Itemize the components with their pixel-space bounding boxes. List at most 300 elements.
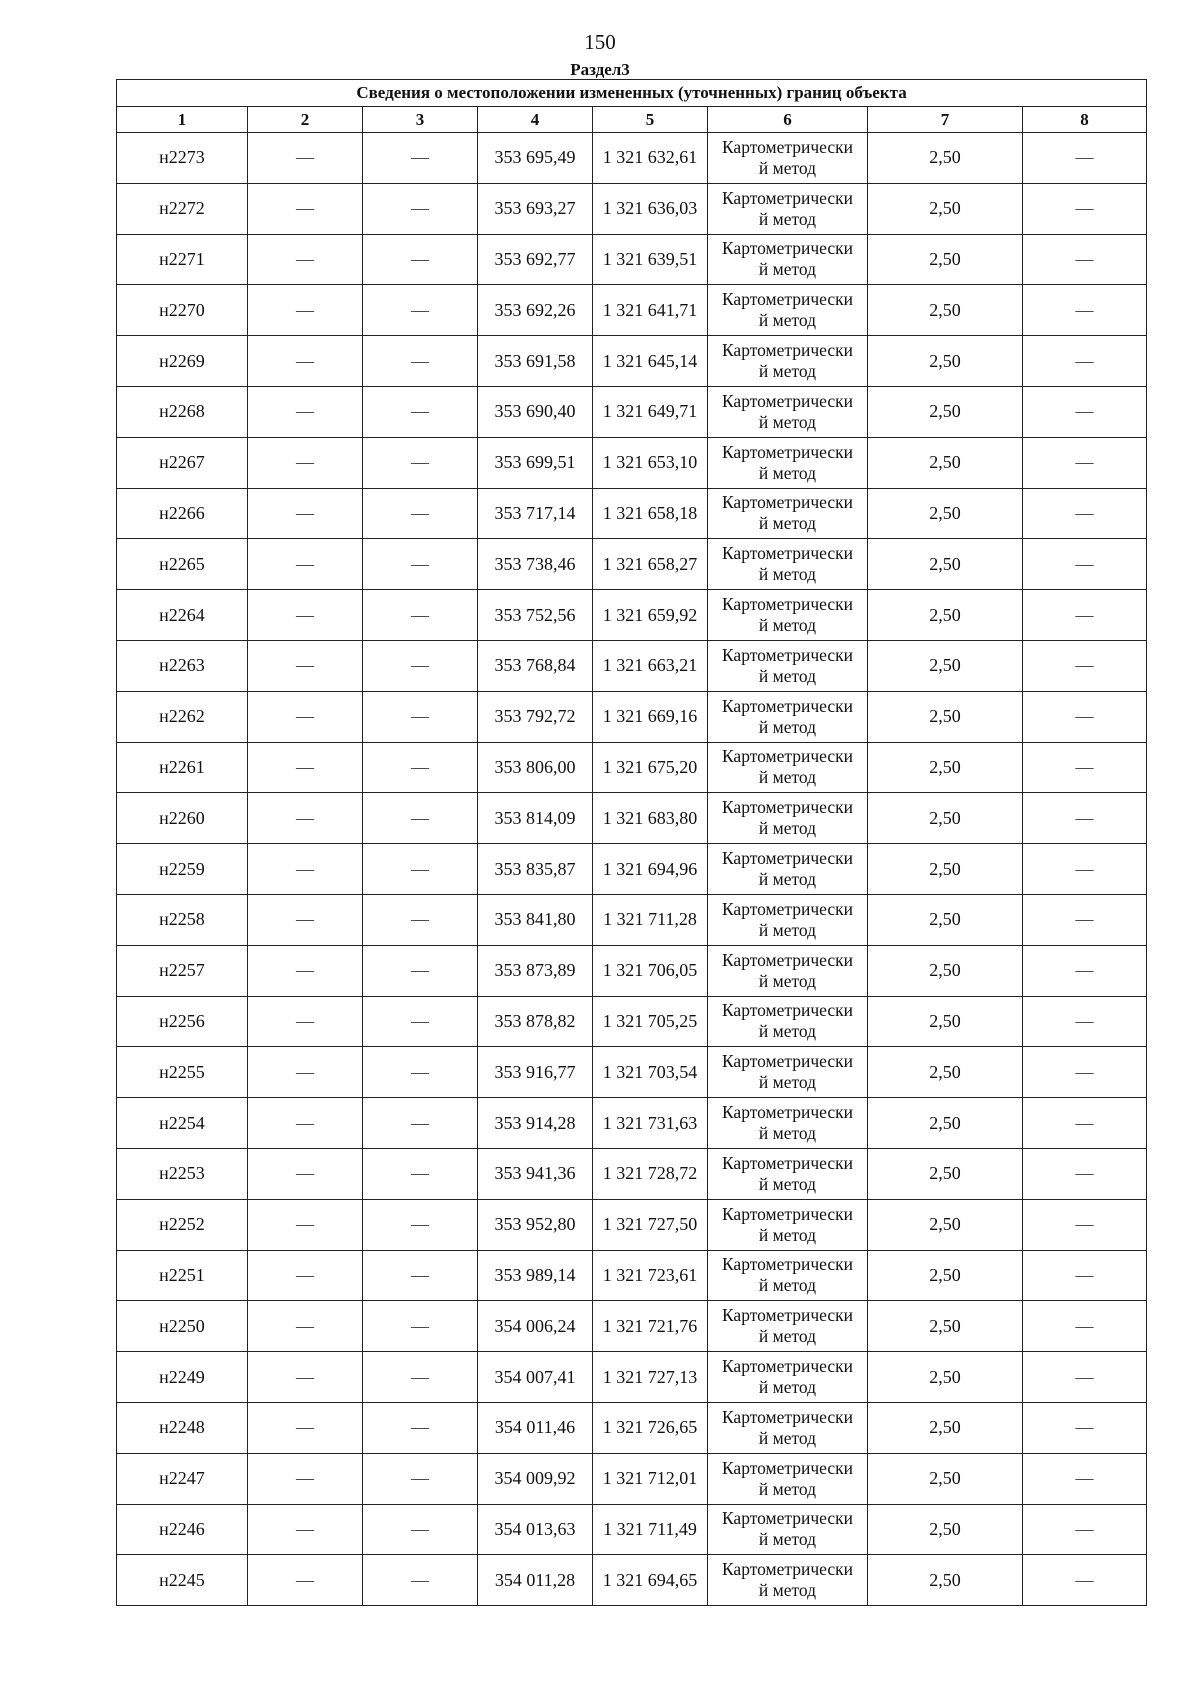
method-cell — [708, 183, 868, 234]
dash-cell: — — [248, 640, 363, 691]
coordinate-x-cell: 353 692,26 — [478, 285, 593, 336]
method-line-2: й метод — [758, 1580, 817, 1601]
table-row — [117, 437, 1147, 488]
method-line-2: й метод — [758, 411, 817, 432]
dash-cell: — — [363, 894, 478, 945]
coordinate-x-cell: 354 011,28 — [478, 1555, 593, 1606]
coordinate-x-cell: 353 768,84 — [478, 640, 593, 691]
dash-cell: — — [248, 1250, 363, 1301]
coordinate-x-cell: 353 841,80 — [478, 894, 593, 945]
method-line-1: Картометрически — [721, 1102, 854, 1123]
coordinate-x-cell: 353 699,51 — [478, 437, 593, 488]
method-cell — [708, 945, 868, 996]
table-row — [117, 336, 1147, 387]
accuracy-cell: 2,50 — [868, 590, 1023, 641]
method-line-2: й метод — [758, 1478, 817, 1499]
accuracy-cell: 2,50 — [868, 1098, 1023, 1149]
method-cell — [708, 1453, 868, 1504]
method-cell — [708, 336, 868, 387]
method-line-2: й метод — [758, 818, 817, 839]
method-line-2: й метод — [758, 1224, 817, 1245]
method-line-1: Картометрически — [721, 898, 854, 919]
dash-cell: — — [363, 640, 478, 691]
dash-cell: — — [248, 1453, 363, 1504]
dash-cell: — — [248, 1047, 363, 1098]
table-row — [117, 844, 1147, 895]
point-name-cell: н2267 — [117, 437, 248, 488]
accuracy-cell: 2,50 — [868, 1504, 1023, 1555]
point-name-cell: н2245 — [117, 1555, 248, 1606]
method-cell — [708, 1098, 868, 1149]
dash-cell: — — [1023, 539, 1147, 590]
dash-cell: — — [1023, 386, 1147, 437]
coordinate-x-cell: 354 009,92 — [478, 1453, 593, 1504]
method-line-2: й метод — [758, 1123, 817, 1144]
dash-cell: — — [1023, 1250, 1147, 1301]
dash-cell: — — [1023, 1199, 1147, 1250]
section-title: Раздел3 — [570, 60, 630, 79]
point-name-cell: н2248 — [117, 1402, 248, 1453]
coordinate-x-cell: 354 006,24 — [478, 1301, 593, 1352]
column-number-row — [117, 107, 1147, 133]
dash-cell: — — [248, 437, 363, 488]
method-line-1: Картометрически — [721, 1457, 854, 1478]
coordinate-x-cell: 353 814,09 — [478, 793, 593, 844]
dash-cell: — — [248, 894, 363, 945]
point-name-cell: н2252 — [117, 1199, 248, 1250]
coordinate-x-cell: 353 690,40 — [478, 386, 593, 437]
table-row — [117, 1199, 1147, 1250]
method-line-2: й метод — [758, 361, 817, 382]
method-line-2: й метод — [758, 615, 817, 636]
coordinate-x-cell: 353 792,72 — [478, 691, 593, 742]
method-cell — [708, 133, 868, 184]
point-name-cell: н2249 — [117, 1352, 248, 1403]
dash-cell: — — [248, 1199, 363, 1250]
dash-cell: — — [363, 183, 478, 234]
point-name-cell: н2265 — [117, 539, 248, 590]
dash-cell: — — [363, 844, 478, 895]
method-cell — [708, 1301, 868, 1352]
dash-cell: — — [363, 1453, 478, 1504]
dash-cell: — — [363, 793, 478, 844]
dash-cell: — — [1023, 1148, 1147, 1199]
coordinate-x-cell: 353 691,58 — [478, 336, 593, 387]
method-line-2: й метод — [758, 259, 817, 280]
dash-cell: — — [1023, 742, 1147, 793]
coordinate-x-cell: 353 695,49 — [478, 133, 593, 184]
method-cell — [708, 1148, 868, 1199]
table-row — [117, 793, 1147, 844]
table-row — [117, 1453, 1147, 1504]
dash-cell: — — [1023, 996, 1147, 1047]
table-row — [117, 1504, 1147, 1555]
method-line-1: Картометрически — [721, 289, 854, 310]
dash-cell: — — [363, 1352, 478, 1403]
method-line-2: й метод — [758, 1326, 817, 1347]
dash-cell: — — [248, 285, 363, 336]
accuracy-cell: 2,50 — [868, 1301, 1023, 1352]
method-line-1: Картометрически — [721, 1152, 854, 1173]
point-name-cell: н2271 — [117, 234, 248, 285]
table-row — [117, 1098, 1147, 1149]
coordinate-x-cell: 354 007,41 — [478, 1352, 593, 1403]
point-name-cell: н2251 — [117, 1250, 248, 1301]
method-line-1: Картометрически — [721, 1305, 854, 1326]
method-cell — [708, 590, 868, 641]
dash-cell: — — [363, 437, 478, 488]
point-name-cell: н2270 — [117, 285, 248, 336]
method-cell — [708, 285, 868, 336]
dash-cell: — — [1023, 1453, 1147, 1504]
dash-cell: — — [1023, 1402, 1147, 1453]
coordinate-y-cell: 1 321 632,61 — [593, 133, 708, 184]
coordinate-y-cell: 1 321 731,63 — [593, 1098, 708, 1149]
method-line-2: й метод — [758, 208, 817, 229]
method-line-2: й метод — [758, 1275, 817, 1296]
method-line-1: Картометрически — [721, 1051, 854, 1072]
coordinate-y-cell: 1 321 641,71 — [593, 285, 708, 336]
coordinate-x-cell: 353 941,36 — [478, 1148, 593, 1199]
dash-cell: — — [248, 844, 363, 895]
table-row — [117, 996, 1147, 1047]
accuracy-cell: 2,50 — [868, 742, 1023, 793]
coordinate-x-cell: 354 013,63 — [478, 1504, 593, 1555]
coordinate-y-cell: 1 321 669,16 — [593, 691, 708, 742]
table-row — [117, 285, 1147, 336]
coordinate-y-cell: 1 321 703,54 — [593, 1047, 708, 1098]
dash-cell: — — [363, 133, 478, 184]
dash-cell: — — [1023, 640, 1147, 691]
dash-cell: — — [1023, 488, 1147, 539]
coordinate-y-cell: 1 321 683,80 — [593, 793, 708, 844]
dash-cell: — — [1023, 894, 1147, 945]
accuracy-cell: 2,50 — [868, 1148, 1023, 1199]
dash-cell: — — [1023, 1352, 1147, 1403]
dash-cell: — — [248, 1555, 363, 1606]
method-line-1: Картометрически — [721, 1508, 854, 1529]
coordinate-y-cell: 1 321 636,03 — [593, 183, 708, 234]
method-cell — [708, 1047, 868, 1098]
coordinate-y-cell: 1 321 706,05 — [593, 945, 708, 996]
method-line-2: й метод — [758, 1377, 817, 1398]
coordinate-y-cell: 1 321 723,61 — [593, 1250, 708, 1301]
dash-cell: — — [248, 133, 363, 184]
accuracy-cell: 2,50 — [868, 793, 1023, 844]
column-number-3: 3 — [363, 107, 478, 133]
table-row — [117, 133, 1147, 184]
coordinate-x-cell: 353 952,80 — [478, 1199, 593, 1250]
accuracy-cell: 2,50 — [868, 691, 1023, 742]
coordinate-y-cell: 1 321 727,50 — [593, 1199, 708, 1250]
method-line-2: й метод — [758, 1173, 817, 1194]
method-cell — [708, 386, 868, 437]
method-cell — [708, 1555, 868, 1606]
method-line-2: й метод — [758, 157, 817, 178]
dash-cell: — — [363, 386, 478, 437]
coordinate-y-cell: 1 321 726,65 — [593, 1402, 708, 1453]
accuracy-cell: 2,50 — [868, 234, 1023, 285]
method-line-2: й метод — [758, 513, 817, 534]
column-number-4: 4 — [478, 107, 593, 133]
dash-cell: — — [248, 742, 363, 793]
coordinate-x-cell: 353 914,28 — [478, 1098, 593, 1149]
dash-cell: — — [248, 386, 363, 437]
method-line-2: й метод — [758, 1529, 817, 1550]
accuracy-cell: 2,50 — [868, 285, 1023, 336]
coordinate-x-cell: 353 752,56 — [478, 590, 593, 641]
dash-cell: — — [1023, 1504, 1147, 1555]
accuracy-cell: 2,50 — [868, 539, 1023, 590]
accuracy-cell: 2,50 — [868, 1352, 1023, 1403]
dash-cell: — — [248, 234, 363, 285]
method-line-1: Картометрически — [721, 1203, 854, 1224]
coordinate-x-cell: 353 873,89 — [478, 945, 593, 996]
coordinate-y-cell: 1 321 711,28 — [593, 894, 708, 945]
method-cell — [708, 844, 868, 895]
coordinate-y-cell: 1 321 659,92 — [593, 590, 708, 641]
table-row — [117, 1250, 1147, 1301]
dash-cell: — — [363, 234, 478, 285]
method-cell — [708, 539, 868, 590]
dash-cell: — — [363, 488, 478, 539]
dash-cell: — — [363, 1199, 478, 1250]
column-number-6: 6 — [708, 107, 868, 133]
column-number-2: 2 — [248, 107, 363, 133]
point-name-cell: н2246 — [117, 1504, 248, 1555]
method-line-1: Картометрически — [721, 1559, 854, 1580]
method-cell — [708, 742, 868, 793]
point-name-cell: н2255 — [117, 1047, 248, 1098]
table-row — [117, 691, 1147, 742]
method-line-2: й метод — [758, 1072, 817, 1093]
coordinate-y-cell: 1 321 727,13 — [593, 1352, 708, 1403]
accuracy-cell: 2,50 — [868, 183, 1023, 234]
method-line-2: й метод — [758, 869, 817, 890]
accuracy-cell: 2,50 — [868, 894, 1023, 945]
accuracy-cell: 2,50 — [868, 945, 1023, 996]
coordinate-y-cell: 1 321 728,72 — [593, 1148, 708, 1199]
coordinate-y-cell: 1 321 712,01 — [593, 1453, 708, 1504]
accuracy-cell: 2,50 — [868, 1047, 1023, 1098]
dash-cell: — — [1023, 1047, 1147, 1098]
method-line-1: Картометрически — [721, 1406, 854, 1427]
method-cell — [708, 1402, 868, 1453]
dash-cell: — — [363, 945, 478, 996]
method-line-2: й метод — [758, 310, 817, 331]
method-line-2: й метод — [758, 716, 817, 737]
coordinate-y-cell: 1 321 705,25 — [593, 996, 708, 1047]
coordinate-x-cell: 353 693,27 — [478, 183, 593, 234]
column-number-8: 8 — [1023, 107, 1147, 133]
table-body — [117, 133, 1147, 1606]
accuracy-cell: 2,50 — [868, 844, 1023, 895]
coordinate-x-cell: 353 717,14 — [478, 488, 593, 539]
dash-cell: — — [363, 1148, 478, 1199]
point-name-cell: н2264 — [117, 590, 248, 641]
table-row — [117, 234, 1147, 285]
method-cell — [708, 894, 868, 945]
point-name-cell: н2261 — [117, 742, 248, 793]
dash-cell: — — [1023, 1555, 1147, 1606]
dash-cell: — — [363, 742, 478, 793]
dash-cell: — — [363, 1504, 478, 1555]
method-line-1: Картометрически — [721, 492, 854, 513]
column-number-7: 7 — [868, 107, 1023, 133]
table-caption: Сведения о местоположении измененных (уточненных) границ объекта — [117, 80, 1147, 107]
method-cell — [708, 1199, 868, 1250]
dash-cell: — — [363, 1098, 478, 1149]
dash-cell: — — [1023, 844, 1147, 895]
coordinate-x-cell: 353 916,77 — [478, 1047, 593, 1098]
method-line-1: Картометрически — [721, 594, 854, 615]
column-number-1: 1 — [117, 107, 248, 133]
dash-cell: — — [1023, 183, 1147, 234]
column-number-5: 5 — [593, 107, 708, 133]
dash-cell: — — [248, 1301, 363, 1352]
coordinate-y-cell: 1 321 694,65 — [593, 1555, 708, 1606]
point-name-cell: н2272 — [117, 183, 248, 234]
table-row — [117, 1301, 1147, 1352]
dash-cell: — — [363, 996, 478, 1047]
coordinate-y-cell: 1 321 653,10 — [593, 437, 708, 488]
method-line-1: Картометрически — [721, 238, 854, 259]
dash-cell: — — [1023, 691, 1147, 742]
dash-cell: — — [363, 691, 478, 742]
accuracy-cell: 2,50 — [868, 1250, 1023, 1301]
accuracy-cell: 2,50 — [868, 996, 1023, 1047]
dash-cell: — — [1023, 1301, 1147, 1352]
coordinate-y-cell: 1 321 649,71 — [593, 386, 708, 437]
dash-cell: — — [248, 183, 363, 234]
dash-cell: — — [1023, 285, 1147, 336]
method-line-2: й метод — [758, 970, 817, 991]
dash-cell: — — [248, 336, 363, 387]
dash-cell: — — [363, 1301, 478, 1352]
point-name-cell: н2262 — [117, 691, 248, 742]
method-cell — [708, 1352, 868, 1403]
dash-cell: — — [1023, 336, 1147, 387]
accuracy-cell: 2,50 — [868, 133, 1023, 184]
coordinate-y-cell: 1 321 658,27 — [593, 539, 708, 590]
method-line-1: Картометрически — [721, 340, 854, 361]
method-line-2: й метод — [758, 767, 817, 788]
method-cell — [708, 691, 868, 742]
coordinate-y-cell: 1 321 639,51 — [593, 234, 708, 285]
table-row — [117, 894, 1147, 945]
point-name-cell: н2259 — [117, 844, 248, 895]
accuracy-cell: 2,50 — [868, 1402, 1023, 1453]
dash-cell: — — [1023, 945, 1147, 996]
method-line-1: Картометрически — [721, 390, 854, 411]
dash-cell: — — [248, 1148, 363, 1199]
table-row — [117, 640, 1147, 691]
page-number: 150 — [584, 30, 616, 54]
accuracy-cell: 2,50 — [868, 488, 1023, 539]
dash-cell: — — [363, 590, 478, 641]
method-cell — [708, 793, 868, 844]
point-name-cell: н2253 — [117, 1148, 248, 1199]
table-row — [117, 590, 1147, 641]
dash-cell: — — [248, 793, 363, 844]
point-name-cell: н2250 — [117, 1301, 248, 1352]
dash-cell: — — [248, 1402, 363, 1453]
dash-cell: — — [1023, 1098, 1147, 1149]
dash-cell: — — [1023, 590, 1147, 641]
dash-cell: — — [248, 590, 363, 641]
point-name-cell: н2260 — [117, 793, 248, 844]
dash-cell: — — [363, 336, 478, 387]
table-row — [117, 183, 1147, 234]
method-cell — [708, 1250, 868, 1301]
boundary-coordinates-table — [116, 79, 1147, 1606]
coordinate-y-cell: 1 321 711,49 — [593, 1504, 708, 1555]
method-cell — [708, 996, 868, 1047]
dash-cell: — — [248, 1098, 363, 1149]
point-name-cell: н2254 — [117, 1098, 248, 1149]
coordinate-x-cell: 353 738,46 — [478, 539, 593, 590]
method-line-1: Картометрически — [721, 1356, 854, 1377]
accuracy-cell: 2,50 — [868, 640, 1023, 691]
accuracy-cell: 2,50 — [868, 386, 1023, 437]
method-line-2: й метод — [758, 665, 817, 686]
dash-cell: — — [363, 285, 478, 336]
method-line-1: Картометрически — [721, 1254, 854, 1275]
coordinate-y-cell: 1 321 658,18 — [593, 488, 708, 539]
table-row — [117, 1402, 1147, 1453]
coordinate-x-cell: 353 692,77 — [478, 234, 593, 285]
dash-cell: — — [248, 1504, 363, 1555]
dash-cell: — — [248, 539, 363, 590]
coordinate-x-cell: 353 835,87 — [478, 844, 593, 895]
table-row — [117, 539, 1147, 590]
method-line-1: Картометрически — [721, 187, 854, 208]
accuracy-cell: 2,50 — [868, 437, 1023, 488]
dash-cell: — — [1023, 234, 1147, 285]
dash-cell: — — [248, 691, 363, 742]
coordinate-y-cell: 1 321 675,20 — [593, 742, 708, 793]
method-line-2: й метод — [758, 1021, 817, 1042]
accuracy-cell: 2,50 — [868, 1555, 1023, 1606]
dash-cell: — — [1023, 133, 1147, 184]
point-name-cell: н2268 — [117, 386, 248, 437]
dash-cell: — — [363, 1250, 478, 1301]
table-row — [117, 1352, 1147, 1403]
point-name-cell: н2258 — [117, 894, 248, 945]
method-line-1: Картометрически — [721, 746, 854, 767]
method-line-1: Картометрически — [721, 797, 854, 818]
method-line-1: Картометрически — [721, 695, 854, 716]
point-name-cell: н2263 — [117, 640, 248, 691]
coordinate-y-cell: 1 321 663,21 — [593, 640, 708, 691]
point-name-cell: н2256 — [117, 996, 248, 1047]
method-line-2: й метод — [758, 1427, 817, 1448]
point-name-cell: н2266 — [117, 488, 248, 539]
method-cell — [708, 488, 868, 539]
dash-cell: — — [248, 996, 363, 1047]
dash-cell: — — [363, 539, 478, 590]
method-line-2: й метод — [758, 564, 817, 585]
method-cell — [708, 640, 868, 691]
table-row — [117, 1148, 1147, 1199]
point-name-cell: н2269 — [117, 336, 248, 387]
method-line-1: Картометрически — [721, 441, 854, 462]
coordinate-y-cell: 1 321 645,14 — [593, 336, 708, 387]
dash-cell: — — [1023, 793, 1147, 844]
method-cell — [708, 437, 868, 488]
coordinate-y-cell: 1 321 694,96 — [593, 844, 708, 895]
dash-cell: — — [248, 945, 363, 996]
